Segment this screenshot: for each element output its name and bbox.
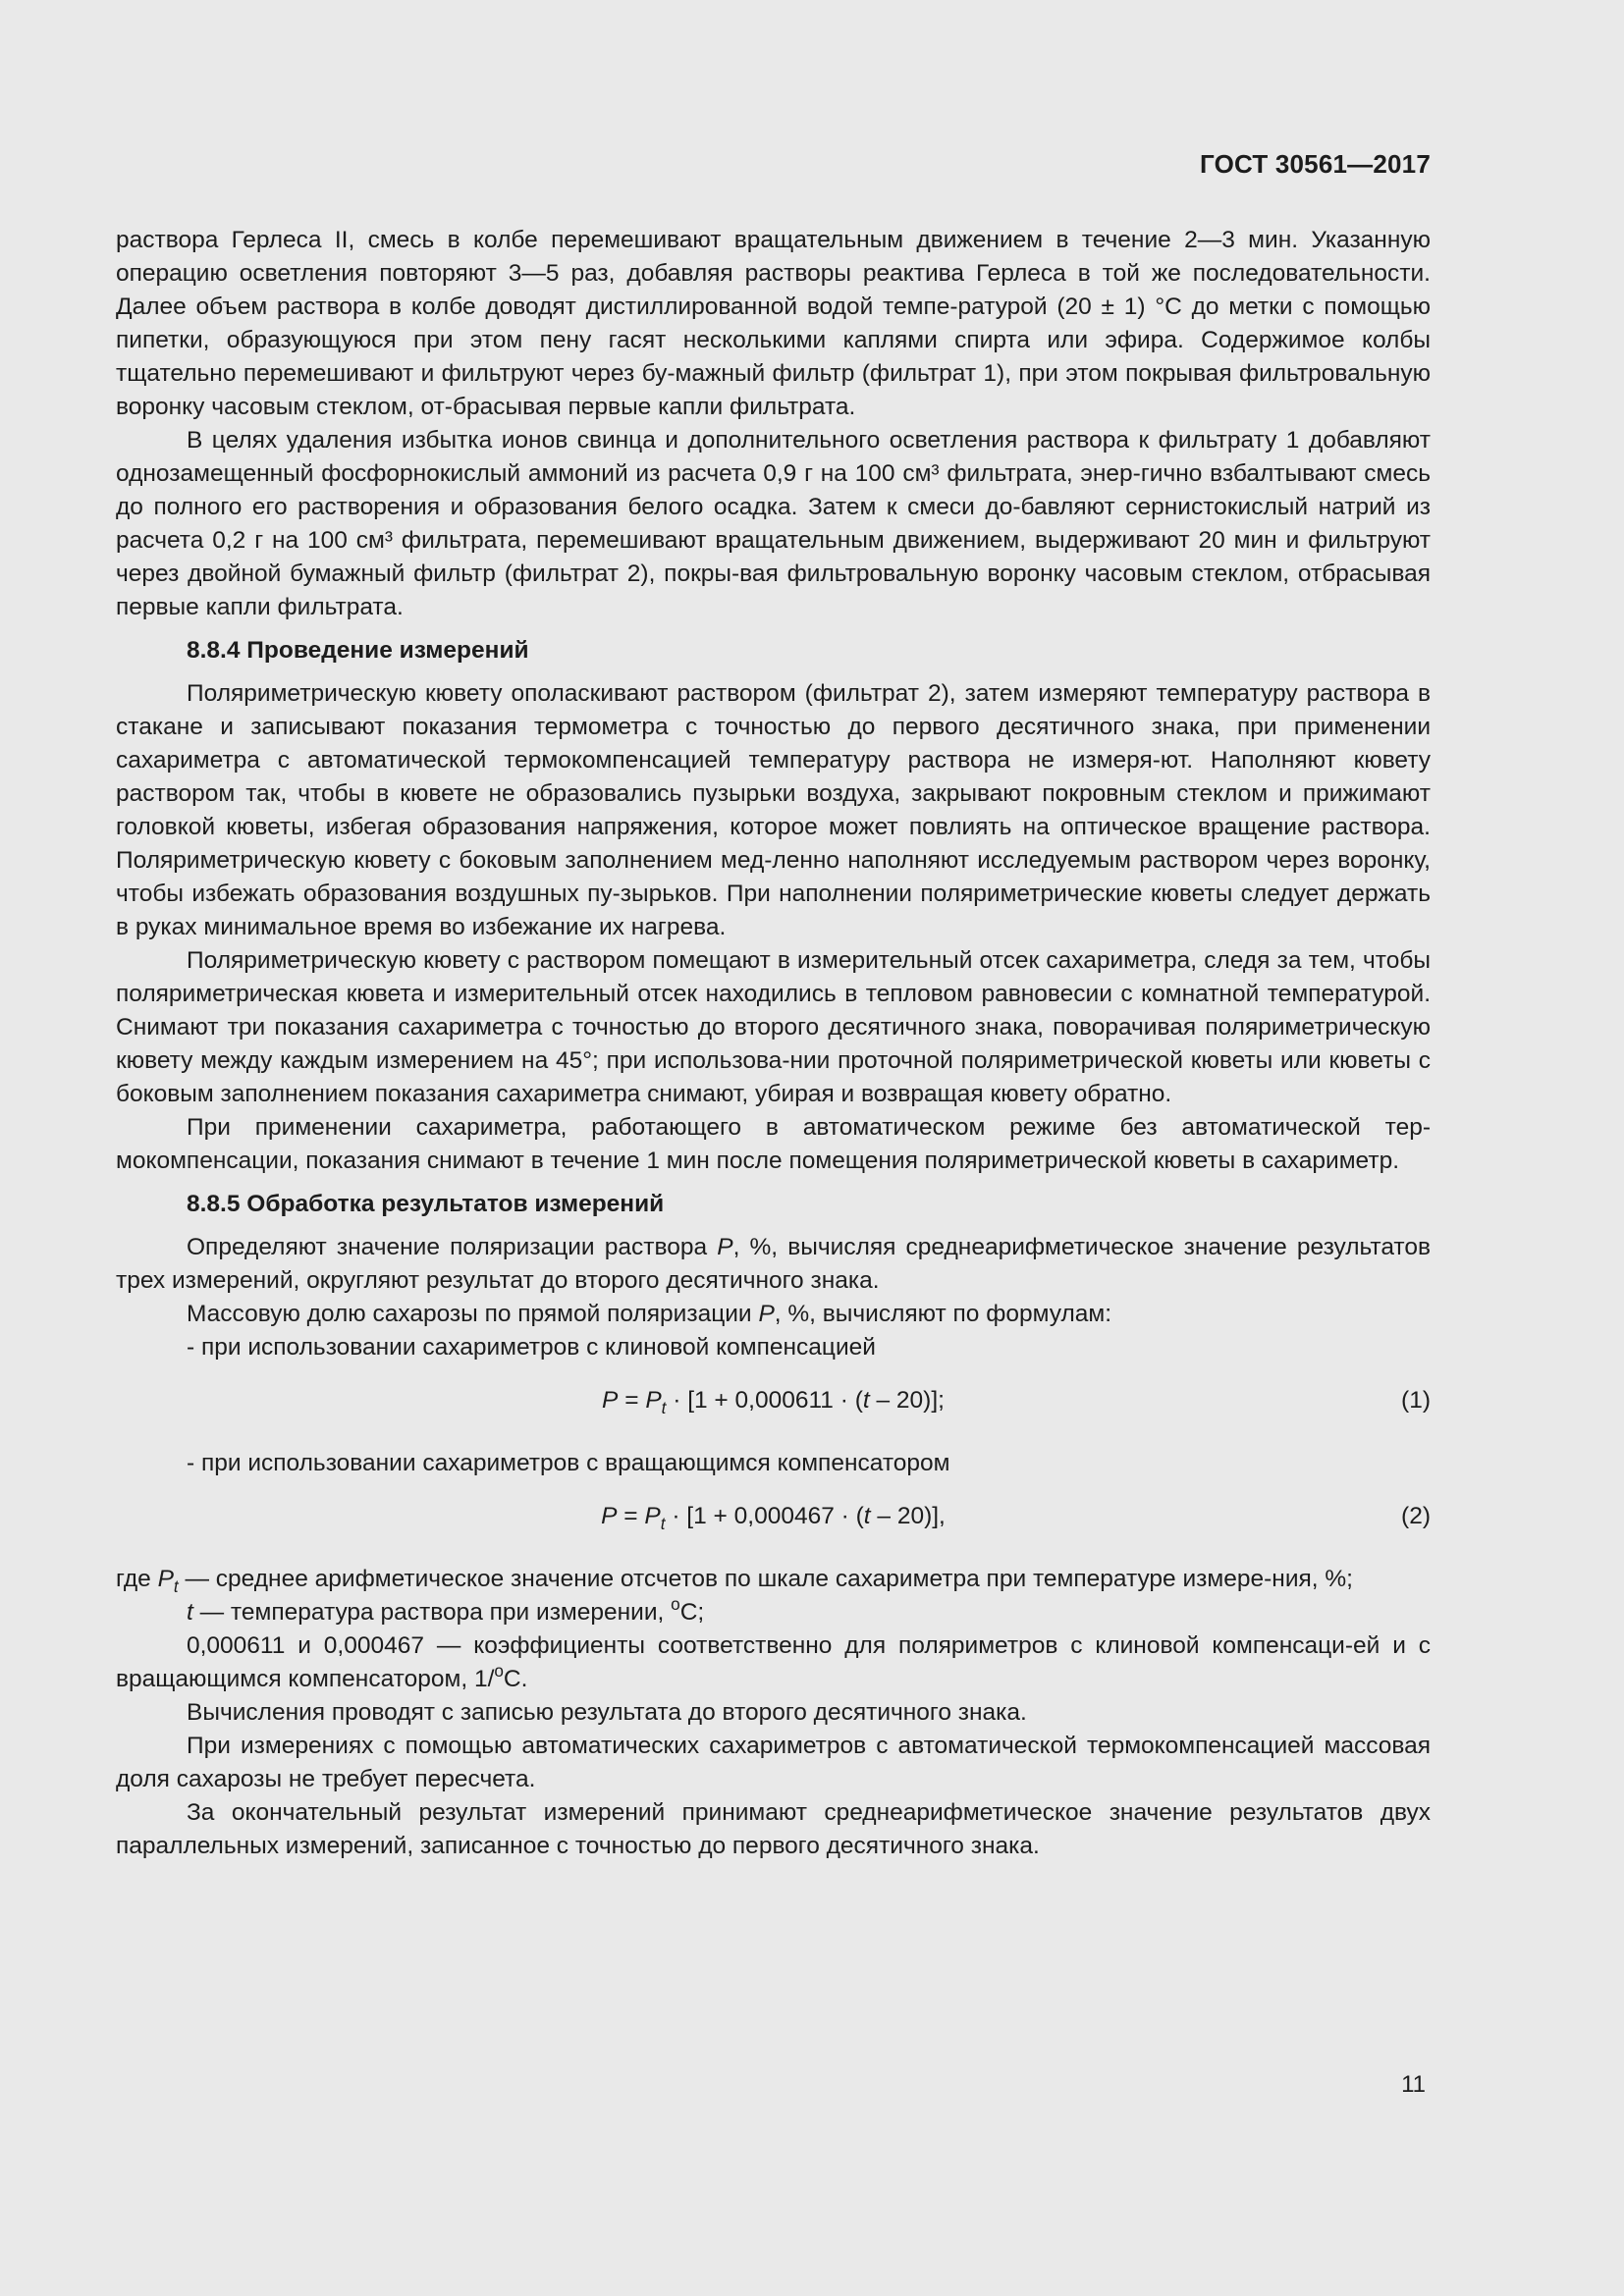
paragraph-lead-removal: В целях удаления избытка ионов свинца и дополнительного осветления раствора к фильтрату 1 добавляют однозамещенный фосфорнокислый аммоний из расчета 0,9 г на 100 см³ фильтрата, энер-гично взбалтывают смесь до полного его растворения и образования белого осадка. Затем к смеси до-бавляют сернистокислый натрий из расчета 0,2 г на 100 см³ фильтрата, перемешивают вращательным движением, выдерживают 20 мин и фильтруют через двойной бумажный фильтр (фильтрат 2), покры-вая фильтровальную воронку часовым стеклом, отбрасывая первые капли фильтрата. [116, 427, 1431, 620]
paragraph-885-final: За окончательный результат измерений принимают среднеарифметическое значение результатов двух параллельных измерений, записанное с точностью до первого десятичного знака. [116, 1799, 1431, 1859]
paragraph-884-2: Поляриметрическую кювету с раствором помещают в измерительный отсек сахариметра, следя за тем, чтобы поляриметрическая кювета и измерительный отсек находились в тепловом равновесии с комнатной температурой. Снимают три показания сахариметра с точностью до второго десятичного знака, поворачивая поляриметрическую кювету между каждым измерением на 45°; при использова-нии проточной поляриметрической кюветы или кюветы с боковым заполнением показания сахариметра снимают, убирая и возвращая кювету обратно. [116, 947, 1431, 1107]
formula-1: $P = P_t \cdot [1 + 0,000611 \cdot (t - 20)]$; (1) [116, 1384, 1431, 1417]
page-number: 11 [1401, 2071, 1426, 2098]
section-heading-884: 8.8.4 Проведение измерений [187, 637, 529, 664]
document-body [116, 224, 1431, 1863]
t-definition: t — температура раствора при измерении, $^о$С; [187, 1594, 705, 1626]
paragraph-885-2: Массовую долю сахарозы по прямой поляризации P, %, вычисляют по формулам: [187, 1301, 1112, 1327]
paragraph-continuation: раствора Герлеса II, смесь в колбе перемешивают вращательным движением в течение 2—3 мин. Указанную операцию осветления повторяют 3—5 раз, добавляя растворы реактива Герлеса в той же последовательности. Далее объем раствора в колбе доводят дистиллированной водой темпе-ратурой (20 ± 1) °С до метки с помощью пипетки, образующуюся при этом пену гасят несколькими каплями спирта или эфира. Содержимое колбы тщательно перемешивают и фильтруют через бу-мажный фильтр (фильтрат 1), при этом покрывая фильтровальную воронку часовым стеклом, от-брасывая первые капли фильтрата. [116, 227, 1431, 420]
where-pt-definition: где $P_t$ — среднее арифметическое значение отсчетов по шкале сахариметра при температуре измере-ния, %; [116, 1566, 1353, 1596]
document-code-header: ГОСТ 30561—2017 [1200, 149, 1431, 179]
paragraph-885-calc: Вычисления проводят с записью результата до второго десятичного знака. [187, 1699, 1027, 1726]
paragraph-885-1: Определяют значение поляризации раствора P, %, вычисляя среднеарифметическое значение результатов трех измерений, округляют результат до второго десятичного знака. [116, 1234, 1432, 1294]
section-heading-885: 8.8.5 Обработка результатов измерений [187, 1191, 665, 1217]
formula-number-2: (2) [1401, 1503, 1431, 1529]
paragraph-884-1: Поляриметрическую кювету ополаскивают раствором (фильтрат 2), затем измеряют температуру раствора в стакане и записывают показания термометра с точностью до первого десятичного знака, при применении сахариметра с автоматической термокомпенсацией температуру раствора не измеря-ют. Наполняют кювету раствором так, чтобы в кювете не образовались пузырьки воздуха, закрывают покровным стеклом и прижимают головкой кюветы, избегая образования напряжения, которое может повлиять на оптическое вращение раствора. Поляриметрическую кювету с боковым заполнением мед-ленно наполняют исследуемым раствором через воронку, чтобы избежать образования воздушных пу-зырьков. При наполнении поляриметрические кюветы следует держать в руках минимальное время во избежание их нагрева. [116, 680, 1431, 940]
case-wedge-compensation: - при использовании сахариметров с клиновой компенсацией [187, 1334, 876, 1361]
paragraph-884-3: При применении сахариметра, работающего в автоматическом режиме без автоматической тер-мокомпенсации, показания снимают в течение 1 мин после помещения поляриметрической кюветы в сахариметр. [116, 1114, 1431, 1174]
case-rotating-compensator: - при использовании сахариметров с вращающимся компенсатором [187, 1450, 950, 1476]
formula-2: $P = P_t \cdot [1 + 0,000467 \cdot (t - 20)]$, (2) [116, 1500, 1431, 1533]
coefficient-definition: 0,000611 и 0,000467 — коэффициенты соответственно для поляриметров с клиновой компенсаци-ей и с вращающимся компенсатором, 1/$^о$С. [116, 1632, 1431, 1692]
formula-number-1: (1) [1401, 1387, 1431, 1414]
paragraph-885-auto: При измерениях с помощью автоматических сахариметров с автоматической термокомпенсацией массовая доля сахарозы не требует пересчета. [116, 1733, 1431, 1792]
